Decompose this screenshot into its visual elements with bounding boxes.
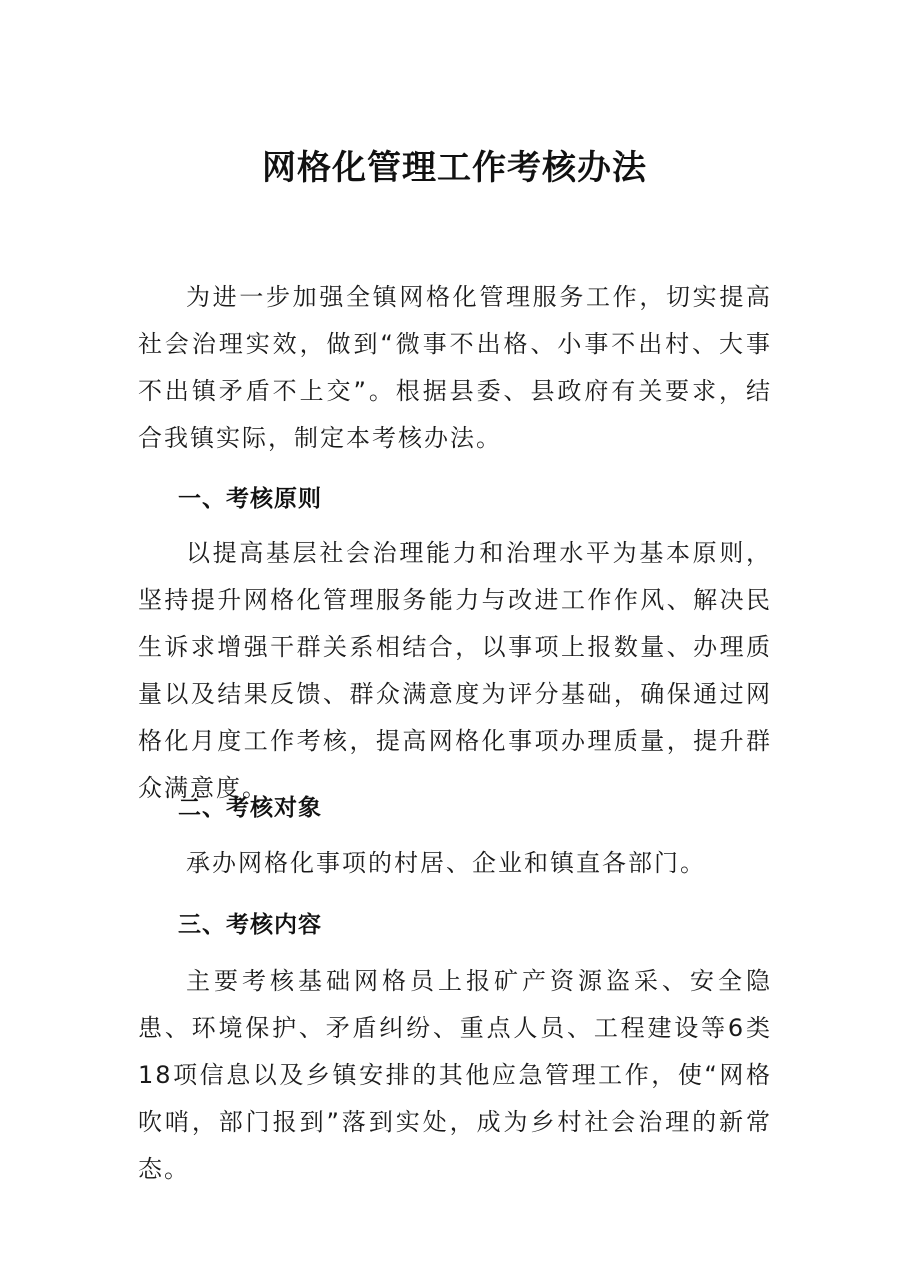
section-heading-content: 三、考核内容: [178, 912, 322, 938]
document-title: 网格化管理工作考核办法: [262, 148, 647, 188]
section-body-principles: 以提高基层社会治理能力和治理水平为基本原则，坚持提升网格化管理服务能力与改进工作作风、解决民生诉求增强干群关系相结合，以事项上报数量、办理质量以及结果反馈、群众满意度为评分基础，确保通过网格化月度工作考核，提高网格化事项办理质量，提升群众满意度。: [138, 539, 772, 802]
section-body-content: 主要考核基础网格员上报矿产资源盗采、安全隐患、环境保护、矛盾纠纷、重点人员、工程建设等6类18项信息以及乡镇安排的其他应急管理工作，使“网格吹哨，部门报到”落到实处，成为乡村社会治理的新常态。: [138, 967, 772, 1183]
intro-paragraph: 为进一步加强全镇网格化管理服务工作，切实提高社会治理实效，做到“微事不出格、小事不出村、大事不出镇矛盾不上交”。根据县委、县政府有关要求，结合我镇实际，制定本考核办法。: [138, 283, 772, 452]
section-heading-principles: 一、考核原则: [178, 486, 322, 512]
section-body-targets: 承办网格化事项的村居、企业和镇直各部门。: [186, 849, 706, 877]
section-heading-targets: 二、考核对象: [178, 795, 322, 821]
